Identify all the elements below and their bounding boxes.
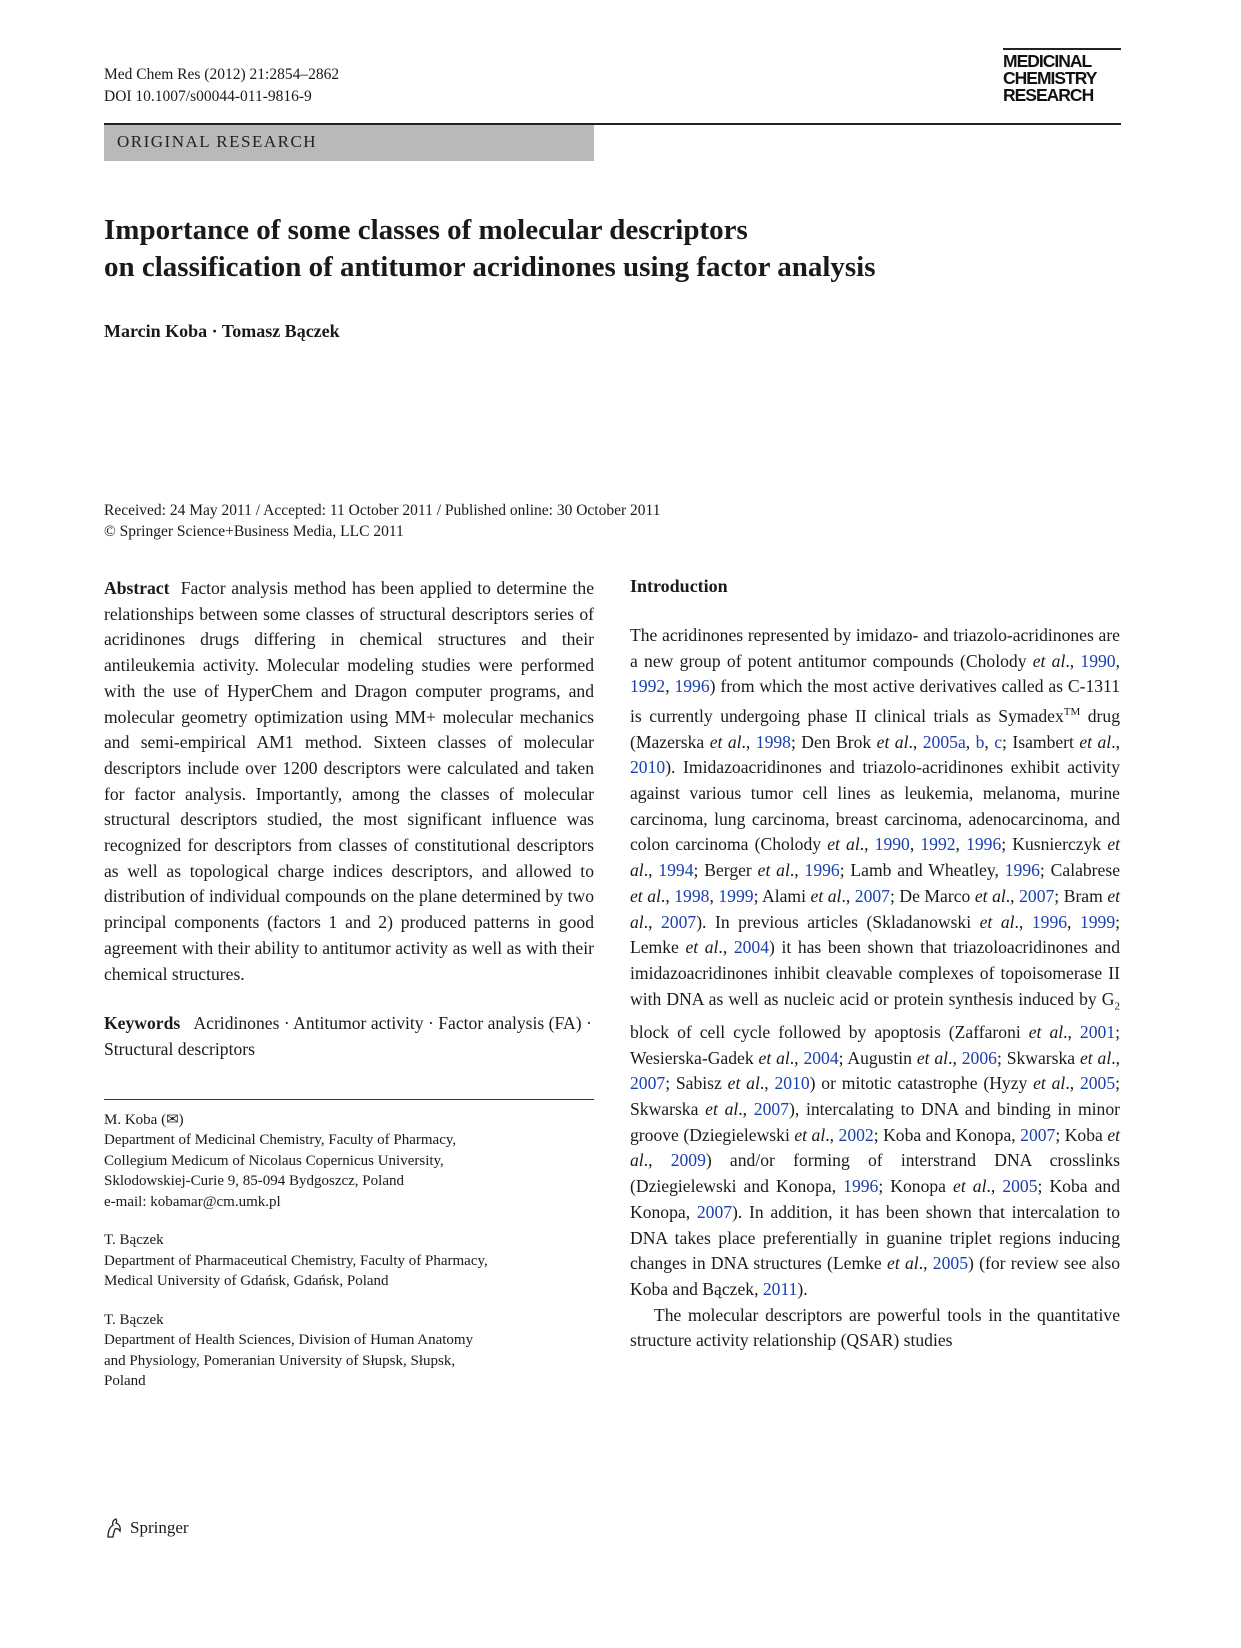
intro-paragraph: The acridinones represented by imidazo- and triazolo-acridinones are a new group of potent antitumor compounds (Cholody et al., 1990, 1992, 1996) from which the most active derivatives called as C-1311 is currently undergoing phase II clinical trials as Symadex™ drug (Mazerska et al., 1998; Den Brok et al., 2005a, b, c; Isambert et al., 2010). Imidazoacridinones and triazolo-acridinones exhibit activity against various tumor cell lines as leukemia, melanoma, murine carcinoma, lung carcinoma, breast carcinoma, adenocarcinoma, and colon carcinoma (Cholody et al., 1990, 1992, 1996; Kusnierczyk et al., 1994; Berger et al., 1996; Lamb and Wheatley, 1996; Calabrese et al., 1998, 1999; Alami et al., 2007; De Marco et al., 2007; Bram et al., 2007). In previous articles (Skladanowski et al., 1996, 1999; Lemke et al., 2004) it has been shown that triazoloacridinones and imidazoacridinones inhibit cleavable complexes of topoisomerase II with DNA as well as nucleic acid or protein synthesis induced by $G_2$ block of cell cycle followed by apoptosis (Zaffaroni et al., 2001; Wesierska-Gadek et al., 2004; Augustin et al., 2006; Skwarska et al., 2007; Sabisz et al., 2010) or mitotic catastrophe (Hyzy et al., 2005; Skwarska et al., 2007), intercalating to DNA and binding in minor groove (Dziegielewski et al., 2002; Koba and Konopa, 2007; Koba et al., 2009) and/or forming of interstrand DNA crosslinks (Dziegielewski and Konopa, 1996; Konopa et al., 2005; Koba and Konopa, 2007). In addition, it has been shown that intercalation to DNA takes place preferentially in guanine triplet regions inducing changes in DNA structures (Lemke et al., 2005) (for review see also Koba and Bączek, 2011). — [630, 625, 1121, 1299]
abstract-label: Abstract — [104, 578, 170, 598]
affiliation-line: Medical University of Gdańsk, Gdańsk, Poland — [104, 1273, 389, 1290]
citation-line: Med Chem Res (2012) 21:2854–2862 — [104, 66, 340, 83]
email-link[interactable]: e-mail: kobamar@cm.umk.pl — [104, 1193, 281, 1210]
affiliation — [104, 1110, 594, 1213]
affiliation-line: Department of Health Sciences, Division of Human Anatomy — [104, 1332, 474, 1349]
history-dates: Received: 24 May 2011 / Accepted: 11 October 2011 / Published online: 30 October 2011 — [104, 502, 661, 519]
section-tag — [104, 125, 594, 161]
article-title — [104, 212, 1114, 286]
affiliation-name: M. Koba (✉) — [104, 1111, 184, 1128]
affiliation — [104, 1230, 594, 1292]
authors: Marcin Koba · Tomasz Bączek — [104, 321, 340, 341]
doi-line: DOI 10.1007/s00044-011-9816-9 — [104, 88, 312, 105]
intro-paragraph: The molecular descriptors are powerful tools in the quantitative structure activity relationship (QSAR) studies — [630, 1304, 1120, 1351]
section-label: ORIGINAL RESEARCH — [117, 132, 318, 151]
right-column — [630, 576, 1120, 1354]
publisher-name: Springer — [130, 1518, 189, 1537]
section-heading: Introduction — [630, 576, 728, 596]
affiliation-line: and Physiology, Pomeranian University of Słupsk, Słupsk, — [104, 1352, 456, 1369]
logo-bar — [1003, 48, 1121, 50]
affiliation-line: Collegium Medicum of Nicolaus Copernicus University, — [104, 1152, 444, 1169]
springer-horse-icon — [104, 1517, 124, 1539]
logo-line: RESEARCH — [1003, 85, 1094, 105]
journal-citation — [104, 64, 339, 108]
keywords-label: Keywords — [104, 1013, 181, 1034]
journal-logo — [1003, 48, 1121, 104]
left-column — [104, 576, 594, 1392]
affiliation-line: Sklodowskiej-Curie 9, 85-094 Bydgoszcz, Poland — [104, 1173, 404, 1190]
affiliation-line: Department of Pharmaceutical Chemistry, Faculty of Pharmacy, — [104, 1252, 488, 1269]
footnote-divider — [104, 1099, 594, 1100]
title-line: Importance of some classes of molecular descriptors — [104, 214, 748, 246]
keywords — [104, 1011, 594, 1062]
affiliation-line: Poland — [104, 1373, 146, 1390]
affiliation-name: T. Bączek — [104, 1232, 164, 1249]
article-dates — [104, 500, 660, 542]
copyright: © Springer Science+Business Media, LLC 2011 — [104, 523, 404, 540]
abstract — [104, 576, 594, 987]
keywords-text: Acridinones · Antitumor activity · Factor analysis (FA) · Structural descriptors — [104, 1013, 592, 1059]
affiliation-line: Department of Medicinal Chemistry, Faculty of Pharmacy, — [104, 1132, 457, 1149]
logo-line: CHEMISTRY — [1003, 68, 1097, 88]
footer — [104, 1517, 189, 1539]
affiliation-name: T. Bączek — [104, 1311, 164, 1328]
affiliation — [104, 1310, 594, 1392]
logo-line: MEDICINAL — [1003, 51, 1092, 71]
title-line: on classification of antitumor acridinones using factor analysis — [104, 251, 876, 283]
abstract-text: Factor analysis method has been applied to determine the relationships between some classes of structural descriptors series of acridinones drugs differing in chemical structures and their antileukemia activity. Molecular modeling studies were performed with the use of HyperChem and Dragon computer programs, and molecular geometry optimization using MM+ molecular mechanics and semi-empirical AM1 method. Sixteen classes of molecular descriptors include over 1200 descriptors were calculated and taken for factor analysis. Importantly, among the classes of molecular structural descriptors studied, the most significant influence was recognized for descriptors from classes of constitutional descriptors as well as topological charge indices descriptors, and allowed to distribution of individual compounds on the plane determined by two principal components (factors 1 and 2) produced patterns in good agreement with their ability to antitumor activity as well as with their chemical structures. — [104, 578, 595, 984]
